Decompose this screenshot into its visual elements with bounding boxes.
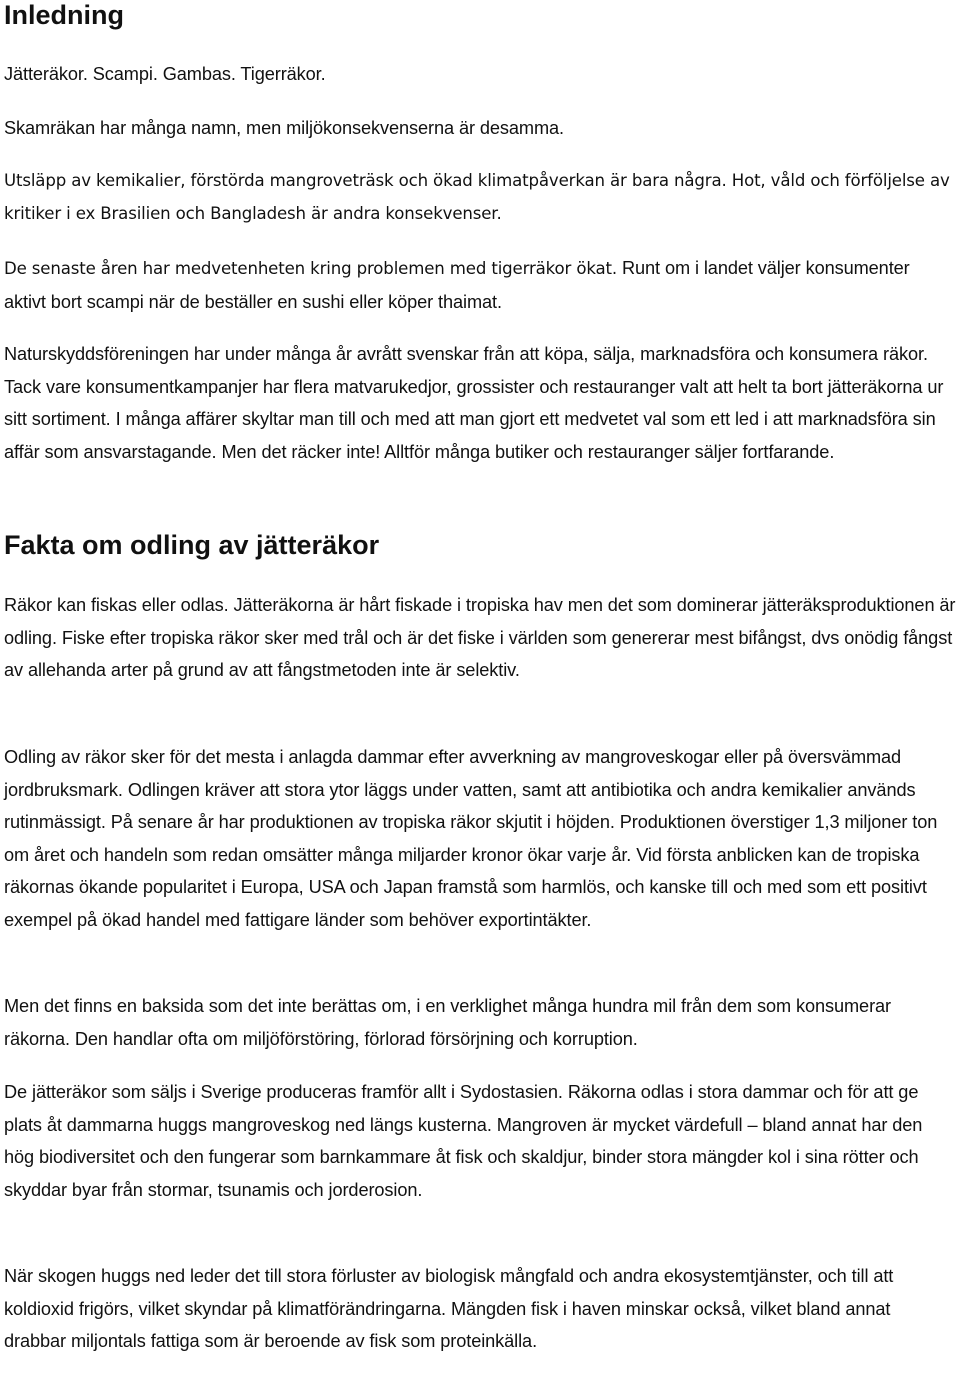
- intro-paragraph-4-lead: De senaste åren har medvetenheten kring problemen med tigerräkor ökat.: [4, 259, 618, 278]
- fakta-paragraph-4: De jätteräkor som säljs i Sverige produceras framför allt i Sydostasien. Räkorna odlas i stora dammar och för att ge plats åt dammarna huggs mangroveskog ned längs kusterna. Mangroven är mycket värdefull – bland annat har den hög biodiversitet och den fungerar som barnkammare åt fisk och skaldjur, binder stora mängder kol i sina rötter och skyddar byar från stormar, tsunamis och jorderosion.: [4, 1082, 923, 1200]
- fakta-paragraph-5: När skogen huggs ned leder det till stora förluster av biologisk mångfald och andra ekosystemtjänster, och till att koldioxid frigörs, vilket skyndar på klimatförändringarna. Mängden fisk i haven minskar också, vilket bland annat drabbar miljontals fattiga som är beroende av fisk som proteinkälla.: [4, 1266, 894, 1352]
- fakta-paragraph-2: Odling av räkor sker för det mesta i anlagda dammar efter avverkning av mangroveskogar eller på översvämmad jordbruksmark. Odlingen kräver att stora ytor läggs under vatten, samt att antibiotika och andra kemikalier används rutinmässigt. På senare år har produktionen av tropiska räkor skjutit i höjden. Produktionen överstiger 1,3 miljoner ton om året och handeln som redan omsätter många miljarder kronor ökar varje år. Vid första anblicken kan de tropiska räkornas ökande popularitet i Europa, USA och Japan framstå som harmlös, och kanske till och med som ett positivt exempel på ökad handel med fattigare länder som behöver exportintäkter.: [4, 747, 938, 930]
- intro-paragraph-4-rest: Runt om i landet väljer konsumenter aktivt bort scampi när de beställer en sushi eller köper thaimat.: [4, 258, 910, 312]
- intro-paragraph-5: Naturskyddsföreningen har under många år avrått svenskar från att köpa, sälja, marknadsföra och konsumera räkor. Tack vare konsumentkampanjer har flera matvarukedjor, grossister och restauranger valt att helt ta bort jätteräkorna ur sitt sortiment. I många affärer skyltar man till och med att man gjort ett medvetet val som ett led i att marknadsföra sin affär som ansvarstagande. Men det räcker inte! Alltför många butiker och restauranger säljer fortfarande.: [4, 344, 944, 462]
- intro-paragraph-1: Jätteräkor. Scampi. Gambas. Tigerräkor.: [4, 64, 326, 84]
- heading-fakta: Fakta om odling av jätteräkor: [4, 530, 380, 560]
- fakta-paragraph-3: Men det finns en baksida som det inte berättas om, i en verklighet många hundra mil från dem som konsumerar räkorna. Den handlar ofta om miljöförstöring, förlorad försörjning och korruption.: [4, 996, 891, 1049]
- intro-paragraph-3: Utsläpp av kemikalier, förstörda mangroveträsk och ökad klimatpåverkan är bara några. Hot, våld och förföljelse av kritiker i ex Brasilien och Bangladesh är andra konsekvenser.: [4, 171, 950, 223]
- heading-inledning: Inledning: [4, 0, 124, 30]
- intro-paragraph-4: [4, 252, 956, 318]
- fakta-paragraph-1: Räkor kan fiskas eller odlas. Jätteräkorna är hårt fiskade i tropiska hav men det som dominerar jätteräksproduktionen är odling. Fiske efter tropiska räkor sker med trål och är det fiske i världen som genererar mest bifångst, dvs onödig fångst av allehanda arter på grund av att fångstmetoden inte är selektiv.: [4, 595, 956, 681]
- intro-paragraph-2: Skamräkan har många namn, men miljökonsekvenserna är desamma.: [4, 118, 564, 138]
